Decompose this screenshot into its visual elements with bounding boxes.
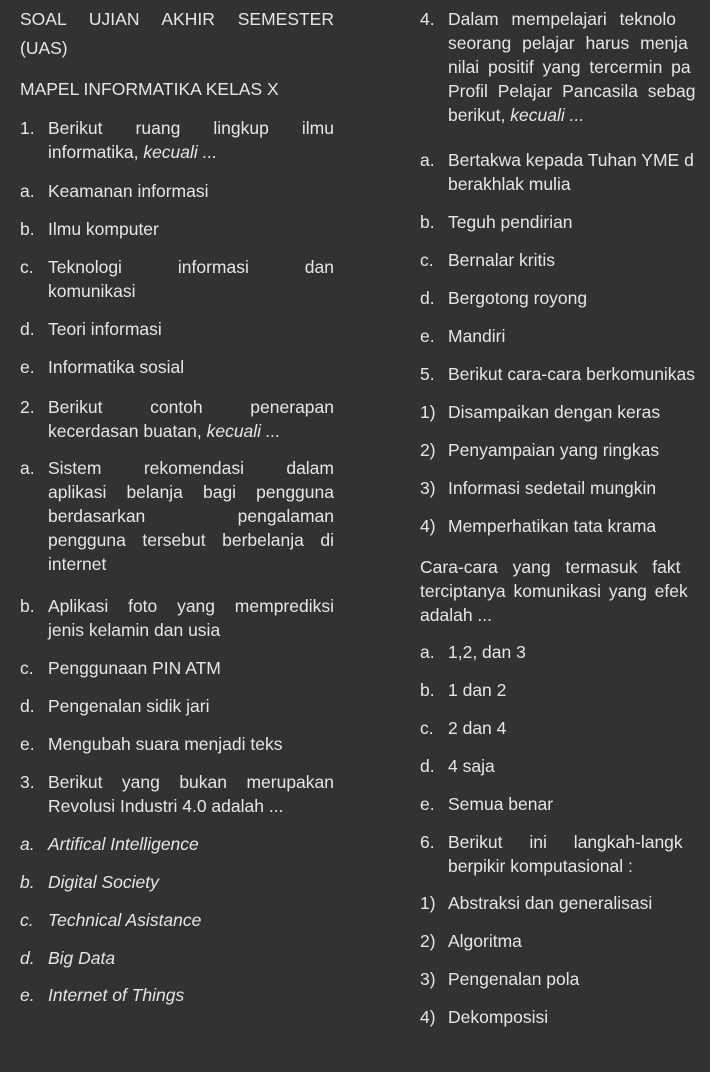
option-text-line: aplikasi belanja bagi pengguna <box>48 482 334 502</box>
question-4 <box>420 7 710 127</box>
question-text-line: berikut, <box>448 105 511 125</box>
option-5d[interactable] <box>420 754 710 778</box>
option-label: a. <box>20 181 35 201</box>
option-4e[interactable] <box>420 324 710 348</box>
option-text: Mandiri <box>448 326 506 346</box>
question-text-line: Berikut contoh penerapan <box>48 397 334 417</box>
question-2 <box>20 395 334 443</box>
option-1c[interactable] <box>20 255 334 303</box>
question-text-line: informatika, <box>48 142 144 162</box>
question-text-line: Profil Pelajar Pancasila sebag <box>448 81 696 101</box>
question-text-line: Berikut cara-cara berkomunikas <box>448 364 696 384</box>
statement-label: 3) <box>420 969 436 989</box>
option-text: 4 saja <box>448 756 495 776</box>
statement-text: Algoritma <box>448 931 522 951</box>
option-1d[interactable] <box>20 317 334 341</box>
option-text: Internet of Things <box>48 985 185 1005</box>
option-1b[interactable] <box>20 217 334 241</box>
title-line-1: SOAL UJIAN AKHIR SEMESTER <box>20 9 334 29</box>
question-5-stem <box>420 555 710 627</box>
title-line-2: (UAS) <box>20 38 68 58</box>
statement-5-1 <box>420 400 710 424</box>
statement-text: Abstraksi dan generalisasi <box>448 893 653 913</box>
question-tail: kecuali ... <box>206 421 281 441</box>
question-tail: kecuali ... <box>143 142 218 162</box>
question-text-line: Berikut ini langkah-langk <box>448 832 683 852</box>
statement-label: 4) <box>420 516 436 536</box>
statement-label: 4) <box>420 1007 436 1027</box>
statement-6-4 <box>420 1005 710 1029</box>
option-text: Penggunaan PIN ATM <box>48 658 221 678</box>
question-text-line: Dalam mempelajari teknolo <box>448 9 677 29</box>
option-label: d. <box>420 288 435 308</box>
option-label: c. <box>20 658 34 678</box>
statement-6-1 <box>420 891 710 915</box>
option-label: c. <box>420 250 434 270</box>
option-text-line: Teknologi informasi dan <box>48 257 334 277</box>
option-text-line: Aplikasi foto yang memprediksi <box>48 596 334 616</box>
option-text-line: internet <box>48 554 107 574</box>
question-number: 2. <box>20 397 35 417</box>
option-text-line: berakhlak mulia <box>448 174 571 194</box>
option-text: Bergotong royong <box>448 288 588 308</box>
option-3d[interactable] <box>20 946 334 970</box>
option-4a[interactable] <box>420 148 710 196</box>
subject-title: MAPEL INFORMATIKA KELAS X <box>20 79 279 99</box>
option-label: d. <box>420 756 435 776</box>
option-text: 1 dan 2 <box>448 680 507 700</box>
option-label: e. <box>420 326 435 346</box>
option-text-line: pengguna tersebut berbelanja di <box>48 530 334 550</box>
question-text-line: Berikut ruang lingkup ilmu <box>48 118 334 138</box>
question-number: 3. <box>20 772 35 792</box>
option-text-line: jenis kelamin dan usia <box>48 620 221 640</box>
statement-5-4 <box>420 514 710 538</box>
option-text: Digital Society <box>48 872 159 892</box>
option-text: Teguh pendirian <box>448 212 573 232</box>
option-text: Semua benar <box>448 794 554 814</box>
option-label: a. <box>20 834 35 854</box>
statement-label: 1) <box>420 402 436 422</box>
option-3b[interactable] <box>20 870 334 894</box>
option-label: b. <box>20 596 35 616</box>
option-label: e. <box>20 985 35 1005</box>
option-2c[interactable] <box>20 656 334 680</box>
question-1 <box>20 116 334 164</box>
statement-text: Penyampaian yang ringkas <box>448 440 660 460</box>
statement-6-3 <box>420 967 710 991</box>
statement-label: 1) <box>420 893 436 913</box>
right-column <box>420 0 710 1072</box>
option-label: b. <box>20 872 35 892</box>
option-label: a. <box>420 150 435 170</box>
option-3e[interactable] <box>20 983 334 1007</box>
option-label: b. <box>20 219 35 239</box>
question-tail: kecuali ... <box>510 105 585 125</box>
option-2e[interactable] <box>20 732 334 756</box>
option-text-line: Sistem rekomendasi dalam <box>48 458 334 478</box>
option-label: c. <box>20 910 34 930</box>
option-text: 2 dan 4 <box>448 718 507 738</box>
option-2b[interactable] <box>20 594 334 642</box>
option-5e[interactable] <box>420 792 710 816</box>
statement-5-3 <box>420 476 710 500</box>
option-5c[interactable] <box>420 716 710 740</box>
statement-text: Informasi sedetail mungkin <box>448 478 657 498</box>
option-label: d. <box>20 696 35 716</box>
statement-text: Dekomposisi <box>448 1007 549 1027</box>
option-text: 1,2, dan 3 <box>448 642 526 662</box>
option-text: Technical Asistance <box>48 910 202 930</box>
option-2d[interactable] <box>20 694 334 718</box>
option-label: a. <box>20 458 35 478</box>
question-text-line: Cara-cara yang termasuk fakt <box>420 557 681 577</box>
question-text-line: Revolusi Industri 4.0 adalah ... <box>48 796 284 816</box>
option-label: c. <box>420 718 434 738</box>
question-text-line: kecerdasan buatan, <box>48 421 207 441</box>
statement-label: 2) <box>420 440 436 460</box>
option-1e[interactable] <box>20 355 334 379</box>
statement-label: 2) <box>420 931 436 951</box>
option-text: Big Data <box>48 948 116 968</box>
option-3a[interactable] <box>20 832 334 856</box>
question-text-line: Berikut yang bukan merupakan <box>48 772 334 792</box>
statement-text: Disampaikan dengan keras <box>448 402 661 422</box>
option-label: a. <box>420 642 435 662</box>
option-text: Pengenalan sidik jari <box>48 696 210 716</box>
option-text: Artifical Intelligence <box>48 834 199 854</box>
option-3c[interactable] <box>20 908 334 932</box>
option-label: c. <box>20 257 34 277</box>
option-label: e. <box>420 794 435 814</box>
question-number: 4. <box>420 9 435 29</box>
option-text-line: berdasarkan pengalaman <box>48 506 334 526</box>
option-label: d. <box>20 319 35 339</box>
question-5 <box>420 362 710 386</box>
question-6 <box>420 830 710 878</box>
option-2a[interactable] <box>20 456 334 576</box>
option-4c[interactable] <box>420 248 710 272</box>
statement-6-2 <box>420 929 710 953</box>
option-4b[interactable] <box>420 210 710 234</box>
question-number: 6. <box>420 832 435 852</box>
option-label: e. <box>20 357 35 377</box>
statement-label: 3) <box>420 478 436 498</box>
option-5b[interactable] <box>420 678 710 702</box>
question-text-line: adalah ... <box>420 605 492 625</box>
question-number: 1. <box>20 118 35 138</box>
option-label: b. <box>420 212 435 232</box>
option-text-line: Bertakwa kepada Tuhan YME d <box>448 150 694 170</box>
option-text: Mengubah suara menjadi teks <box>48 734 283 754</box>
question-text-line: terciptanya komunikasi yang efek <box>420 581 688 601</box>
question-text-line: berpikir komputasional : <box>448 856 633 876</box>
statement-text: Memperhatikan tata krama <box>448 516 657 536</box>
option-4d[interactable] <box>420 286 710 310</box>
option-5a[interactable] <box>420 640 710 664</box>
option-text: Ilmu komputer <box>48 219 159 239</box>
option-text: Informatika sosial <box>48 357 185 377</box>
question-3 <box>20 770 334 818</box>
statement-text: Pengenalan pola <box>448 969 580 989</box>
option-text: Teori informasi <box>48 319 162 339</box>
option-label: b. <box>420 680 435 700</box>
option-text: Keamanan informasi <box>48 181 209 201</box>
statement-5-2 <box>420 438 710 462</box>
option-text-line: komunikasi <box>48 281 136 301</box>
option-label: e. <box>20 734 35 754</box>
question-text-line: nilai positif yang tercermin pa <box>448 57 691 77</box>
option-label: d. <box>20 948 35 968</box>
question-number: 5. <box>420 364 435 384</box>
option-1a[interactable] <box>20 179 334 203</box>
question-text-line: seorang pelajar harus menja <box>448 33 688 53</box>
option-text: Bernalar kritis <box>448 250 555 270</box>
